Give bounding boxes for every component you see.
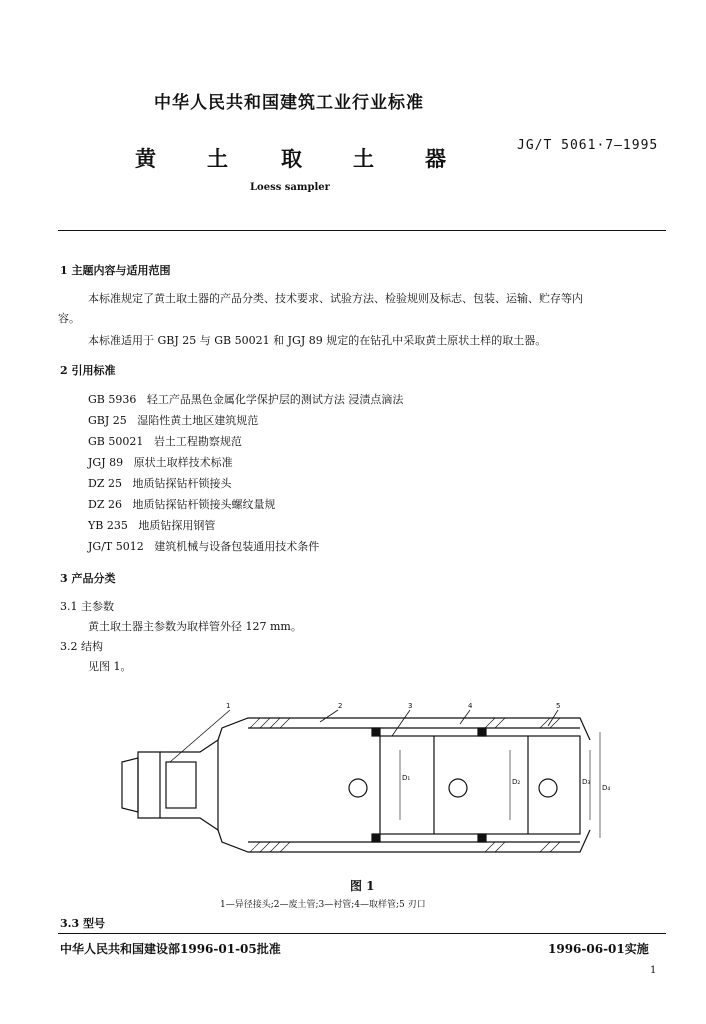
standard-code: JG/T 5061·7—1995 xyxy=(517,138,659,153)
header-divider xyxy=(58,230,666,231)
callout-label: 2 xyxy=(338,702,343,710)
reference-code: DZ 25 xyxy=(88,477,122,490)
reference-code: JGJ 89 xyxy=(88,456,124,469)
section-3-3-heading: 3.3 型号 xyxy=(60,917,105,930)
liner-tube xyxy=(380,736,580,834)
title-char-3: 取 xyxy=(281,146,302,171)
figure-caption: 图 1 xyxy=(350,879,375,893)
title-char-5: 器 xyxy=(425,146,446,171)
joint-block xyxy=(372,728,380,736)
section-1-para-2: 本标准适用于 GBJ 25 与 GB 50021 和 JGJ 89 规定的在钻孔中采取黄土原状土样的取土器。 xyxy=(88,334,547,347)
section-3-2-text: 见图 1。 xyxy=(88,660,132,673)
section-1-para-1-cont: 容。 xyxy=(58,312,80,325)
reference-title: 原状土取样技术标准 xyxy=(133,456,233,469)
reference-item xyxy=(88,454,233,470)
title-char-4: 土 xyxy=(353,146,374,171)
joint-block xyxy=(372,834,380,842)
barrel-bottom-outline xyxy=(218,830,590,852)
section-3-heading: 3 产品分类 xyxy=(60,572,116,585)
reference-item xyxy=(88,412,258,428)
section-1-para-1: 本标准规定了黄土取土器的产品分类、技术要求、试验方法、检验规则及标志、包装、运输、贮存等内 xyxy=(88,292,583,305)
reference-title: 地质钻探钻杆锁接头螺纹量规 xyxy=(132,498,276,511)
reference-title: 轻工产品黑色金属化学保护层的测试方法 浸渍点滴法 xyxy=(146,393,404,406)
title-char-2: 土 xyxy=(207,146,228,171)
english-subtitle: Loess sampler xyxy=(250,182,330,193)
reference-title: 建筑机械与设备包装通用技术条件 xyxy=(154,540,320,553)
dimension-label: D₁ xyxy=(402,774,411,782)
reducer-neck xyxy=(138,752,160,818)
vent-hole xyxy=(539,779,557,797)
callout-label: 1 xyxy=(226,702,231,710)
callout-label: 5 xyxy=(556,702,561,710)
vent-hole xyxy=(449,779,467,797)
issuing-organization: 中华人民共和国建筑工业行业标准 xyxy=(154,93,424,113)
section-2-heading: 2 引用标准 xyxy=(60,364,116,377)
footer-divider xyxy=(58,933,666,934)
reference-item xyxy=(88,538,319,554)
reference-item xyxy=(88,517,215,533)
reference-title: 湿陷性黄土地区建筑规范 xyxy=(137,414,259,427)
effective-date: 1996-06-01实施 xyxy=(548,942,649,956)
figure-legend: 1—异径接头;2—废土管;3—衬管;4—取样管;5 刃口 xyxy=(220,900,426,910)
reference-code: GB 5936 xyxy=(88,393,137,406)
reference-item xyxy=(88,391,403,407)
callout-label: 3 xyxy=(408,702,413,710)
reference-title: 地质钻探用钢管 xyxy=(138,519,216,532)
dimension-label: D₄ xyxy=(602,784,611,792)
joint-block xyxy=(478,728,486,736)
vent-hole xyxy=(349,779,367,797)
dimension-label: D₃ xyxy=(582,778,591,786)
reference-item xyxy=(88,433,242,449)
reducer-tip xyxy=(122,758,138,812)
callout-label: 4 xyxy=(468,702,473,710)
reference-code: GB 50021 xyxy=(88,435,144,448)
section-1-heading: 1 主题内容与适用范围 xyxy=(60,264,171,277)
reference-item xyxy=(88,475,231,491)
reference-title: 地质钻探钻杆锁接头 xyxy=(132,477,232,490)
reference-title: 岩土工程勘察规范 xyxy=(153,435,242,448)
dimension-label: D₂ xyxy=(512,778,521,786)
title-char-1: 黄 xyxy=(135,146,156,171)
figure-1-drawing xyxy=(100,700,620,870)
reference-code: DZ 26 xyxy=(88,498,122,511)
reference-item xyxy=(88,496,275,512)
page-number: 1 xyxy=(650,965,657,976)
section-3-1-text: 黄土取土器主参数为取样管外径 127 mm。 xyxy=(88,620,302,633)
section-3-1-heading: 3.1 主参数 xyxy=(60,600,114,613)
barrel-top-outline xyxy=(218,718,590,740)
reference-code: YB 235 xyxy=(88,519,128,532)
reducer-body xyxy=(160,740,218,830)
joint-block xyxy=(478,834,486,842)
reducer-window xyxy=(166,762,196,808)
section-3-2-heading: 3.2 结构 xyxy=(60,640,103,653)
reference-code: GBJ 25 xyxy=(88,414,127,427)
approval-line: 中华人民共和国建设部1996-01-05批准 xyxy=(60,942,281,956)
reference-code: JG/T 5012 xyxy=(88,540,144,553)
